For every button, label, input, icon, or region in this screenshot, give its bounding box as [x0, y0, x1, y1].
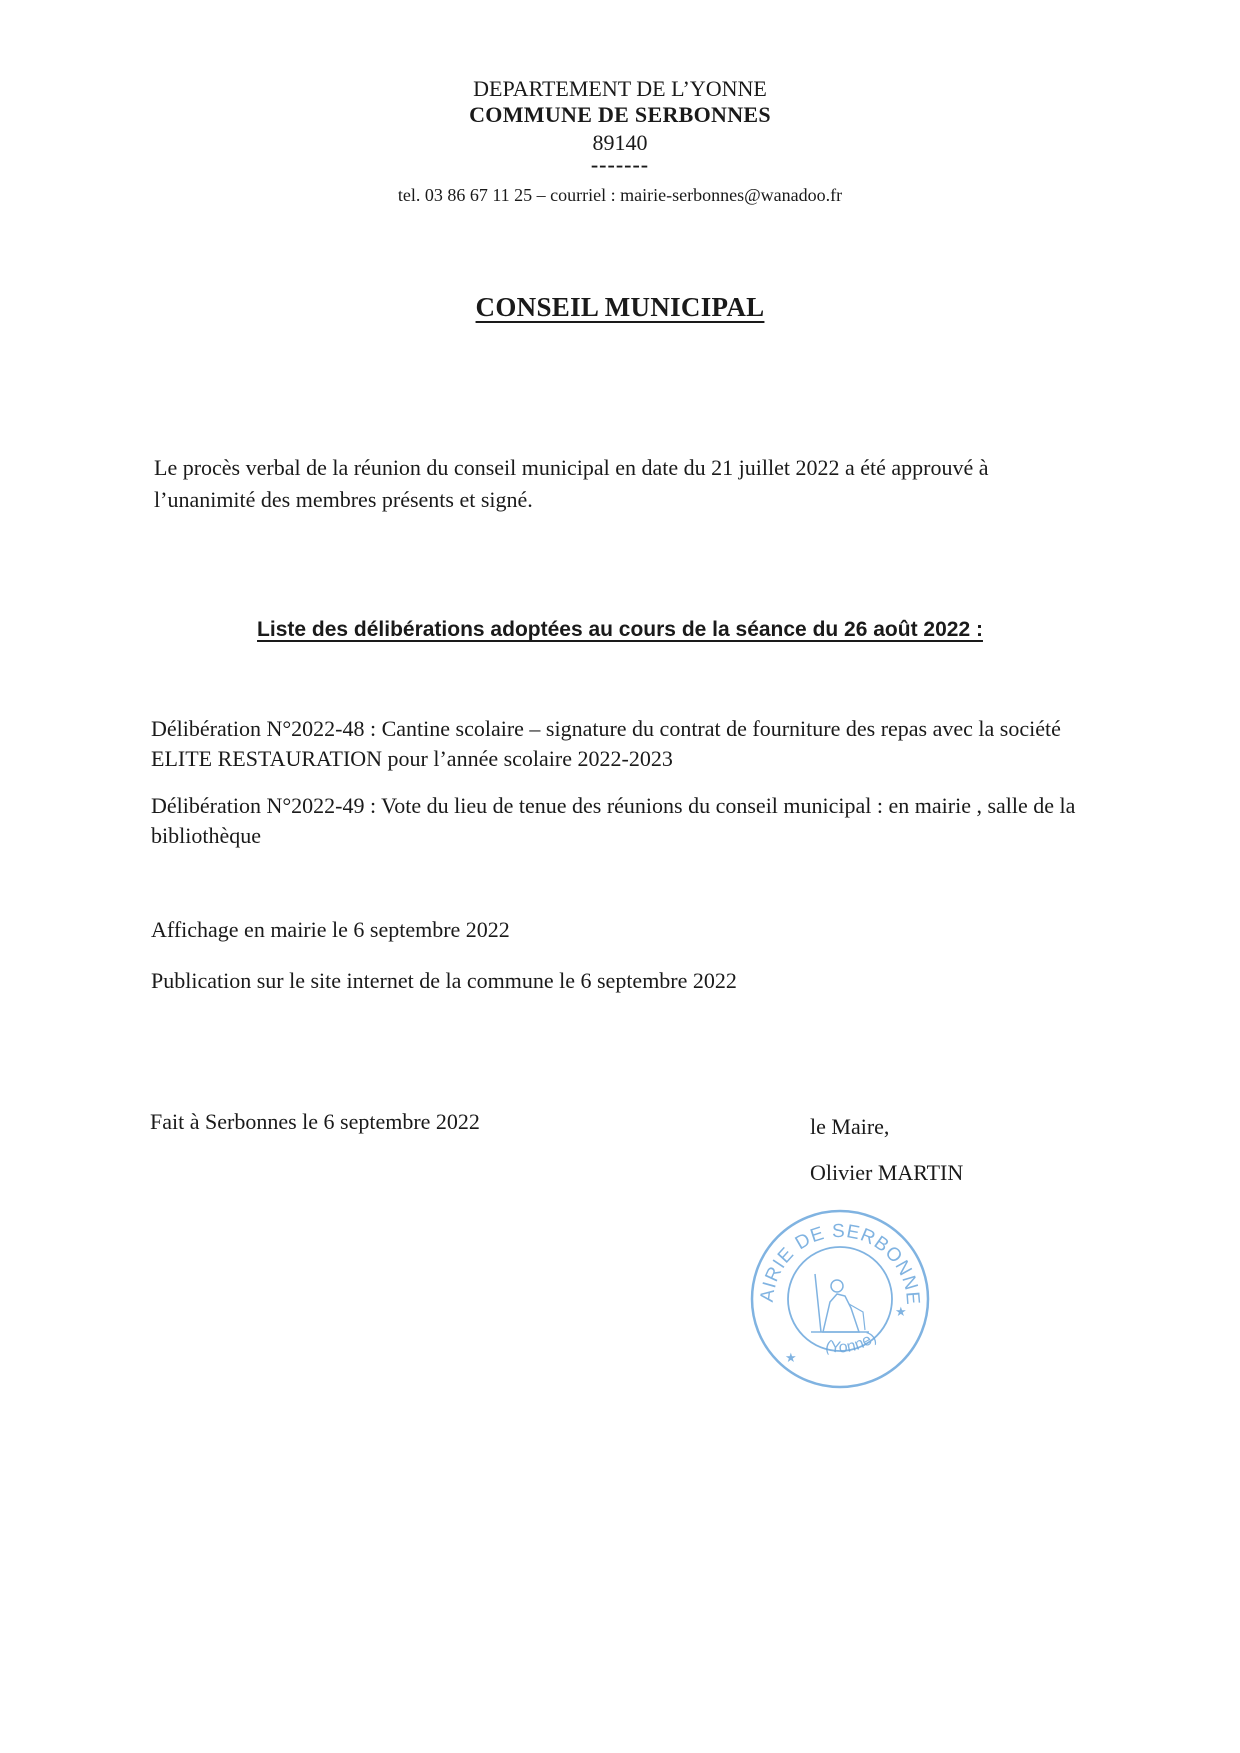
seal-star-left: ★: [785, 1351, 797, 1366]
contact-line: tel. 03 86 67 11 25 – courriel : mairie-serbonnes@wanadoo.fr: [397, 185, 843, 205]
pv-paragraph: Le procès verbal de la réunion du conseil municipal en date du 21 juillet 2022 a été approuvé à l’unanimité des membres présents et signé.: [154, 455, 989, 512]
seal-icon: [745, 1204, 935, 1394]
postal-code: 89140: [592, 130, 648, 155]
mayor-role: le Maire,: [810, 1114, 890, 1139]
svg-text:(Yonne): [824, 1329, 880, 1357]
mairie-seal-stamp: [745, 1204, 935, 1394]
publication-line: Publication sur le site internet de la commune le 6 septembre 2022: [151, 968, 737, 993]
deliberation-item: Délibération N°2022-49 : Vote du lieu de tenue des réunions du conseil municipal : en mairie , salle de la bibliothèque: [151, 793, 1076, 848]
letterhead: [0, 76, 1240, 208]
seal-star-right: ★: [895, 1305, 907, 1320]
deliberations-heading: Liste des délibérations adoptées au cours de la séance du 26 août 2022 :: [257, 618, 983, 641]
place-date-line: Fait à Serbonnes le 6 septembre 2022: [150, 1109, 480, 1134]
document-title: CONSEIL MUNICIPAL: [475, 292, 765, 322]
seal-text-top: AIRIE DE SERBONNE: [756, 1220, 924, 1307]
department-line: DEPARTEMENT DE L’YONNE: [473, 76, 767, 101]
commune-line: COMMUNE DE SERBONNES: [469, 102, 771, 127]
seal-text-bottom: (Yonne): [823, 1328, 880, 1357]
affichage-line: Affichage en mairie le 6 septembre 2022: [151, 917, 510, 942]
mayor-name: Olivier MARTIN: [810, 1160, 964, 1185]
header-separator: -------: [590, 152, 650, 177]
deliberation-item: Délibération N°2022-48 : Cantine scolaire – signature du contrat de fourniture des repas avec la société ELITE RESTAURATION pour l’année scolaire 2022-2023: [151, 716, 1061, 771]
